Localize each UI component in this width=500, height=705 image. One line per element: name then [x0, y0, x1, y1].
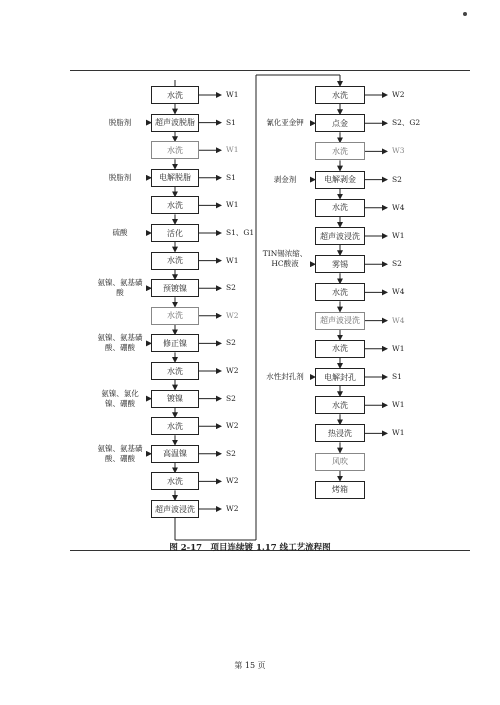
output-label: W1	[226, 200, 239, 210]
output-label: W1	[392, 343, 405, 353]
process-step-box: 水洗	[151, 417, 199, 435]
process-step-box: 热浸洗	[315, 424, 365, 442]
process-step-box: 超声波浸洗	[151, 500, 199, 518]
input-reagent-label: 脱脂剂	[108, 172, 132, 182]
input-reagent-label: 剥金剂	[273, 174, 297, 184]
output-label: S2	[392, 259, 402, 269]
output-label: S1、G1	[226, 228, 255, 237]
output-label: S2	[226, 283, 236, 293]
process-step-box: 水洗	[315, 283, 365, 301]
output-label: W4	[392, 202, 405, 212]
process-step-box: 水洗	[151, 472, 199, 490]
output-label: S2	[392, 174, 402, 184]
page-number: 第 15 页	[234, 661, 266, 670]
process-step-box: 水洗	[315, 86, 365, 104]
process-step-box: 水洗	[315, 199, 365, 217]
process-step-box: 烤箱	[315, 481, 365, 499]
output-label: W1	[226, 145, 239, 155]
process-step-box: 电解封孔	[315, 368, 365, 386]
process-step-box: 活化	[151, 224, 199, 242]
process-step-box: 预镀镍	[151, 279, 199, 297]
input-reagent-label: 氨镍、氯化镍、硼酸	[101, 388, 139, 408]
input-reagent-label: TIN锡浓缩、HC酸液	[262, 249, 308, 269]
input-reagent-label: 氨镍、氨基磺酸、硼酸	[97, 333, 143, 353]
output-label: W2	[226, 310, 239, 320]
process-step-box: 镀镍	[151, 390, 199, 408]
process-step-box: 点金	[315, 114, 365, 132]
output-label: W1	[392, 428, 405, 438]
output-label: S1	[392, 372, 402, 381]
process-step-box: 雾锡	[315, 255, 365, 273]
output-label: S2	[226, 448, 236, 458]
process-step-box: 水洗	[151, 196, 199, 214]
process-step-box: 风吹	[315, 453, 365, 471]
output-label: W2	[226, 366, 239, 375]
process-step-box: 水洗	[315, 340, 365, 358]
input-reagent-label: 氰化亚金钾	[266, 118, 304, 128]
process-step-box: 修正镍	[151, 334, 199, 352]
output-label: W3	[392, 146, 405, 156]
input-reagent-label: 水性封孔剂	[266, 372, 304, 381]
output-label: W4	[392, 287, 405, 297]
process-step-box: 水洗	[315, 142, 365, 160]
input-reagent-label: 脱脂剂	[108, 117, 132, 127]
output-label: S2	[226, 338, 236, 348]
input-reagent-label: 硫酸	[112, 228, 128, 237]
process-step-box: 电解脱脂	[151, 169, 199, 187]
process-step-box: 水洗	[151, 252, 199, 270]
input-reagent-label: 氨镍、氨基磺酸	[97, 278, 143, 298]
output-label: W1	[226, 90, 239, 99]
output-label: S2	[226, 393, 236, 403]
output-label: S1	[226, 172, 236, 182]
output-label: S1	[226, 117, 236, 127]
process-step-box: 超声波浸洗	[315, 312, 365, 330]
output-label: W2	[226, 504, 239, 513]
process-step-box: 电解剥金	[315, 171, 365, 189]
output-label: W2	[226, 421, 239, 431]
figure-caption: 图 2-17 项目连续镀 1.17 线工艺流程图	[169, 543, 331, 553]
output-label: W1	[226, 255, 239, 265]
output-label: S2、G2	[392, 118, 421, 128]
output-label: W1	[392, 231, 405, 240]
output-label: W4	[392, 315, 405, 325]
process-step-box: 高温镍	[151, 445, 199, 463]
output-label: W1	[392, 400, 405, 410]
process-step-box: 水洗	[151, 307, 199, 325]
process-step-box: 水洗	[151, 86, 199, 104]
process-step-box: 超声波脱脂	[151, 114, 199, 132]
process-step-box: 水洗	[151, 141, 199, 159]
process-step-box: 水洗	[151, 362, 199, 380]
process-step-box: 水洗	[315, 396, 365, 414]
output-label: W2	[226, 476, 239, 486]
process-step-box: 超声波浸洗	[315, 227, 365, 245]
input-reagent-label: 氨镍、氨基磺酸、硼酸	[97, 443, 143, 463]
output-label: W2	[392, 90, 405, 99]
